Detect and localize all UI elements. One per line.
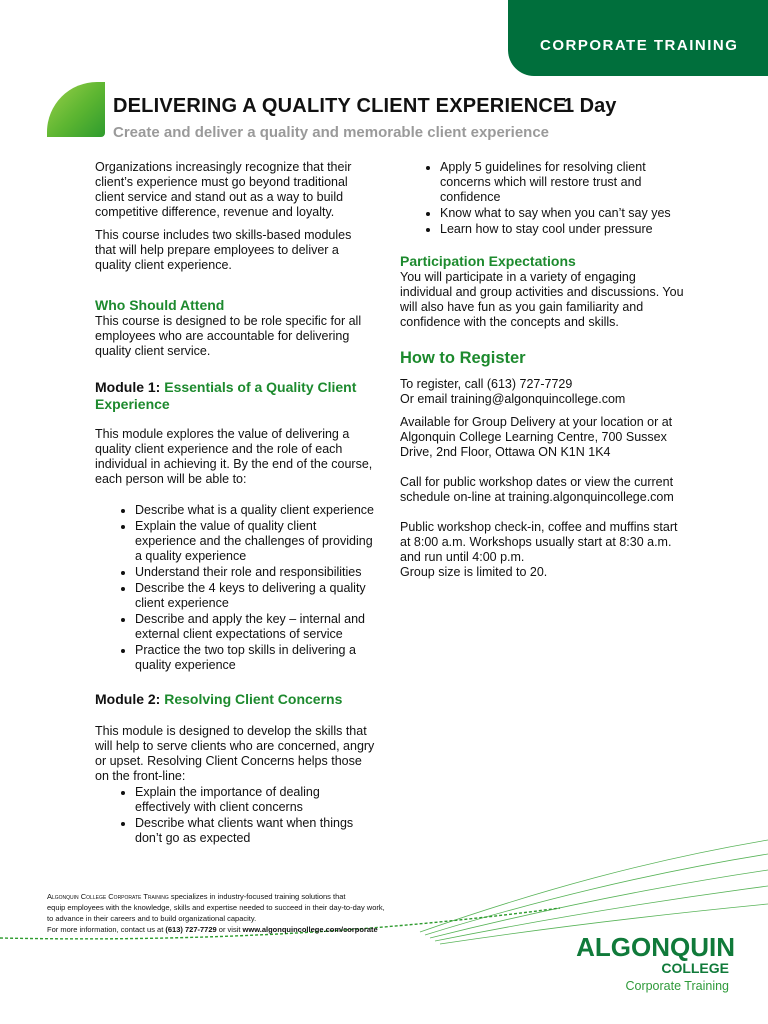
list-item: • Know what to say when you can’t say yes: [440, 206, 690, 221]
footer-line-3: to advance in their careers and to build organizational capacity.: [47, 914, 257, 923]
module-2-prefix: Module 2:: [95, 691, 161, 707]
logo-division: Corporate Training: [625, 979, 729, 993]
logo-college: COLLEGE: [661, 960, 729, 976]
list-item: • Learn how to stay cool under pressure: [440, 222, 690, 237]
leaf-logo-icon: [47, 82, 105, 137]
footer-line-2: equip employees with the knowledge, skills and expertise needed to succeed in their day-to-day work,: [47, 903, 385, 912]
how-to-register-heading: How to Register: [400, 349, 526, 367]
group-size-text: Group size is limited to 20.: [400, 565, 548, 579]
footer-contact: [47, 924, 467, 935]
module-1-heading: [95, 379, 375, 413]
footer-contact-prefix: For more information, contact us at: [47, 925, 166, 934]
intro-paragraph-1: Organizations increasingly recognize that their client’s experience must go beyond traditional client service and stand out as a way to build competitive difference, revenue and loyalty.: [95, 160, 352, 219]
corporate-training-tab: [508, 0, 768, 76]
participation-text: You will participate in a variety of engaging individual and group activities and discussions. You will also have fun as you gain familiarity and confidence with the concepts and skills.: [400, 270, 684, 329]
register-email: Or email training@algonquincollege.com: [400, 392, 626, 406]
right-column: [400, 160, 690, 588]
course-duration: 1 Day: [563, 95, 617, 117]
public-schedule-text: Call for public workshop dates or view the current schedule on-line at training.algonquincollege.com: [400, 475, 674, 504]
register-call: To register, call (613) 727-7729: [400, 377, 573, 391]
intro-paragraph-2: This course includes two skills-based modules that will help prepare employees to deliver a quality client experience.: [95, 228, 352, 272]
footer-phone: (613) 727-7729: [165, 925, 217, 934]
module-2-text: This module is designed to develop the skills that will help to serve clients who are concerned, angry or upset. Resolving Client Concerns helps those on the front-line:: [95, 724, 375, 783]
list-item: • Explain the importance of dealing effectively with client concerns: [135, 785, 375, 815]
page-title: DELIVERING A QUALITY CLIENT EXPERIENCE: [113, 95, 567, 117]
module-1-text: This module explores the value of delivering a quality client experience and the role of each individual in achieving it. By the end of the course, each person will be able to:: [95, 427, 373, 486]
list-item: • Describe what clients want when things don’t go as expected: [135, 816, 375, 846]
module-2-list-right: [400, 160, 690, 237]
list-item: • Describe what is a quality client experience: [135, 503, 375, 518]
group-delivery-text: Available for Group Delivery at your location or at Algonquin College Learning Centre, 700 Sussex Drive, 2nd Floor, Ottawa ON K1N 1K4: [400, 415, 673, 459]
module-1-list: [95, 503, 375, 673]
left-column: [95, 160, 375, 847]
footer-contact-mid: or visit: [216, 925, 243, 934]
module-1-prefix: Module 1:: [95, 379, 161, 395]
footer-text: [47, 891, 467, 935]
list-item: • Understand their role and responsibilities: [135, 565, 375, 580]
logo-name: ALGONQUIN: [576, 932, 735, 962]
page-subtitle: Create and deliver a quality and memorable client experience: [113, 124, 550, 141]
footer-website-link[interactable]: www.algonquincollege.com/corporate: [242, 925, 378, 934]
tab-label: CORPORATE TRAINING: [540, 37, 739, 54]
checkin-text: Public workshop check-in, coffee and muffins start at 8:00 a.m. Workshops usually start at 8:30 a.m. and run until 4:00 p.m.: [400, 520, 678, 564]
list-item: • Apply 5 guidelines for resolving client concerns which will restore trust and confidence: [440, 160, 690, 205]
module-2-name: Resolving Client Concerns: [164, 691, 343, 707]
module-2-heading: [95, 691, 375, 708]
footer-line-1-text: specializes in industry-focused training solutions that: [168, 892, 346, 901]
footer-line-1: [47, 891, 467, 902]
list-item: • Describe the 4 keys to delivering a quality client experience: [135, 581, 375, 611]
list-item: • Describe and apply the key – internal and external client expectations of service: [135, 612, 375, 642]
who-should-attend-heading: Who Should Attend: [95, 297, 225, 313]
footer-brand: Algonquin College Corporate Training: [47, 892, 169, 901]
list-item: • Practice the two top skills in delivering a quality experience: [135, 643, 375, 673]
module-1-name: Essentials of a Quality Client Experience: [95, 379, 357, 412]
who-should-attend-text: This course is designed to be role specific for all employees who are accountable for delivering quality client service.: [95, 314, 362, 358]
algonquin-college-logo: [575, 934, 735, 996]
list-item: • Explain the value of quality client experience and the challenges of providing a quality experience: [135, 519, 375, 564]
participation-heading: Participation Expectations: [400, 253, 576, 269]
